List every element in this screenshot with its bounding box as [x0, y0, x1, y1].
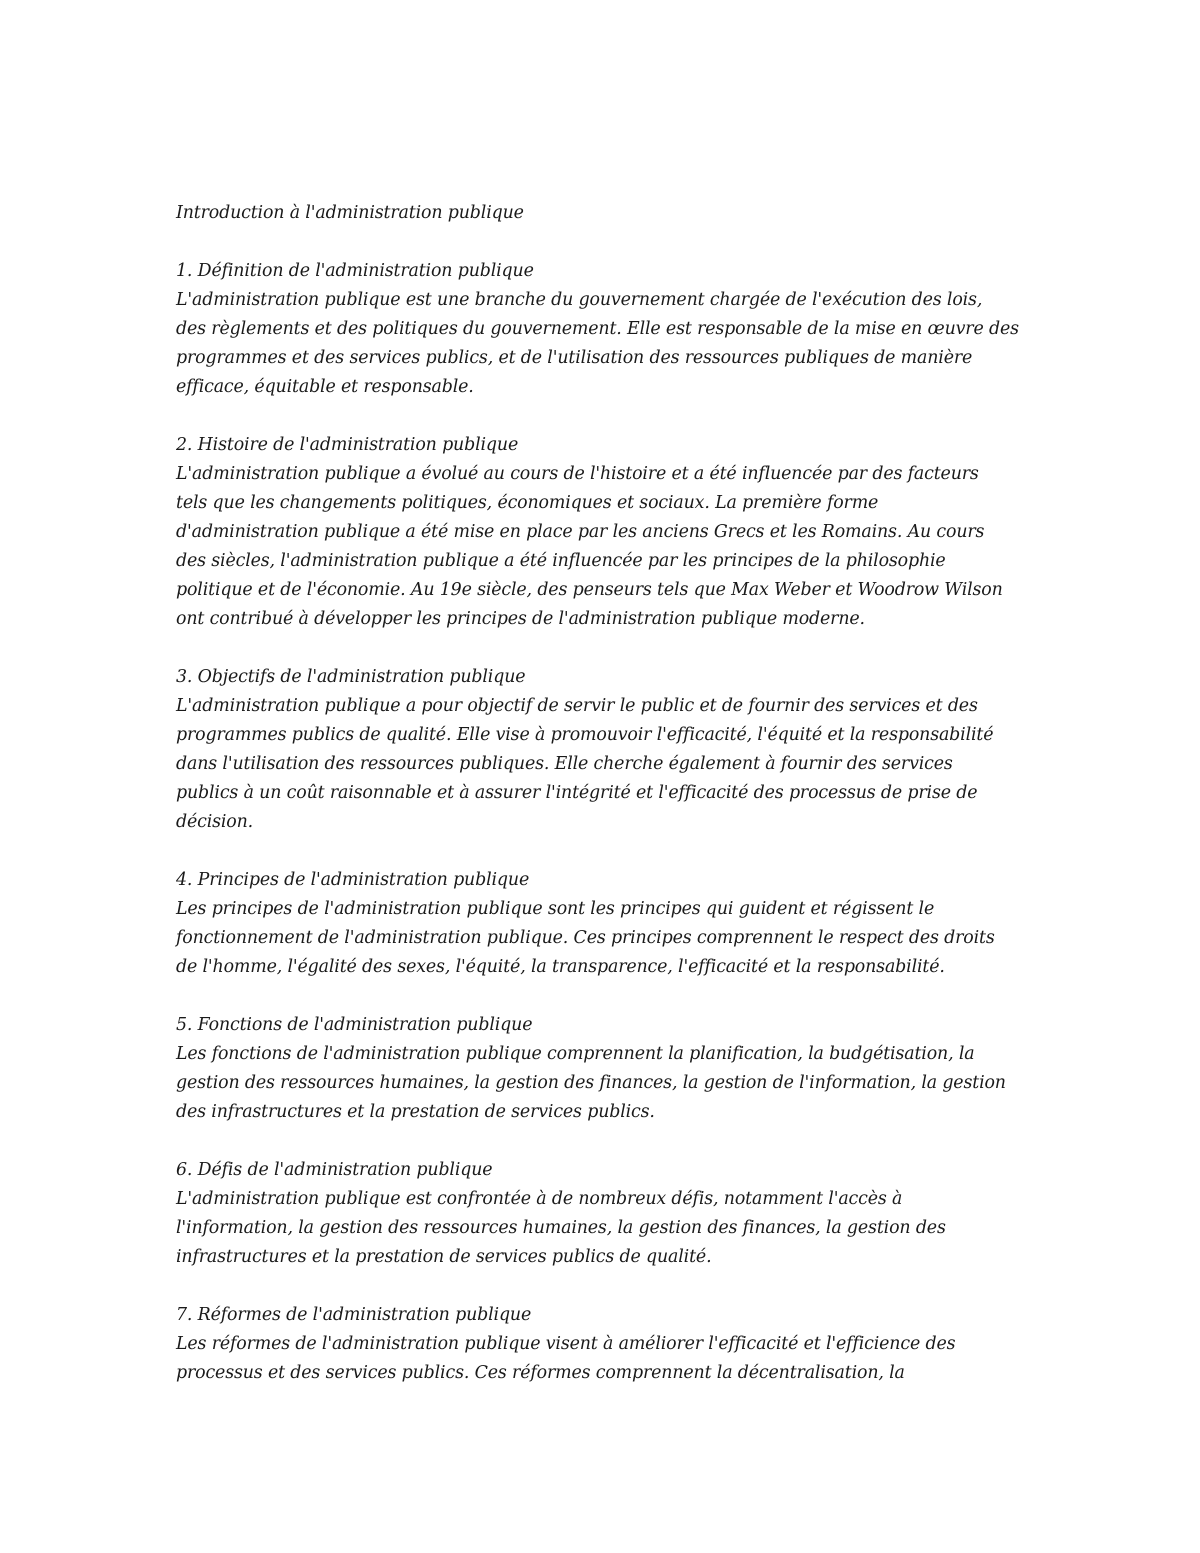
paragraph-line: l'information, la gestion des ressources humaines, la gestion des finances, la gestion des [176, 1218, 946, 1238]
paragraph-line: Les réformes de l'administration publique visent à améliorer l'efficacité et l'efficience des [176, 1334, 956, 1354]
section-heading: 7. Réformes de l'administration publique [176, 1305, 532, 1325]
section-heading: 1. Définition de l'administration publique [176, 261, 534, 281]
paragraph-line: Les principes de l'administration publique sont les principes qui guident et régissent le [176, 899, 935, 919]
paragraph-line: des infrastructures et la prestation de services publics. [176, 1102, 655, 1122]
section-paragraph [176, 460, 1036, 634]
section-1 [176, 257, 1036, 402]
section-heading: 4. Principes de l'administration publique [176, 870, 530, 890]
paragraph-line: tels que les changements politiques, économiques et sociaux. La première forme [176, 493, 879, 513]
section-2 [176, 431, 1036, 634]
paragraph-line: infrastructures et la prestation de services publics de qualité. [176, 1247, 712, 1267]
document-body [176, 199, 1036, 1388]
paragraph-line: dans l'utilisation des ressources publiques. Elle cherche également à fournir des services [176, 754, 953, 774]
paragraph-line: de l'homme, l'égalité des sexes, l'équité, la transparence, l'efficacité et la responsabilité. [176, 957, 945, 977]
section-6 [176, 1156, 1036, 1272]
section-paragraph [176, 286, 1036, 402]
section-paragraph [176, 1330, 1036, 1388]
paragraph-line: décision. [176, 812, 254, 832]
paragraph-line: politique et de l'économie. Au 19e siècle, des penseurs tels que Max Weber et Woodrow Wilson [176, 580, 1003, 600]
section-paragraph [176, 692, 1036, 837]
paragraph-line: fonctionnement de l'administration publique. Ces principes comprennent le respect des droits [176, 928, 995, 948]
paragraph-line: Les fonctions de l'administration publique comprennent la planification, la budgétisation, la [176, 1044, 975, 1064]
paragraph-line: ont contribué à développer les principes de l'administration publique moderne. [176, 609, 865, 629]
paragraph-line: programmes et des services publics, et de l'utilisation des ressources publiques de manière [176, 348, 973, 368]
section-heading: 3. Objectifs de l'administration publique [176, 667, 526, 687]
section-3 [176, 663, 1036, 837]
section-paragraph [176, 1040, 1036, 1127]
section-4 [176, 866, 1036, 982]
paragraph-line: programmes publics de qualité. Elle vise à promouvoir l'efficacité, l'équité et la responsabilité [176, 725, 994, 745]
paragraph-line: L'administration publique est confrontée à de nombreux défis, notamment l'accès à [176, 1189, 903, 1209]
paragraph-line: publics à un coût raisonnable et à assurer l'intégrité et l'efficacité des processus de prise de [176, 783, 978, 803]
paragraph-line: L'administration publique est une branche du gouvernement chargée de l'exécution des lois, [176, 290, 983, 310]
paragraph-line: L'administration publique a pour objectif de servir le public et de fournir des services et des [176, 696, 978, 716]
paragraph-line: gestion des ressources humaines, la gestion des finances, la gestion de l'information, la gestion [176, 1073, 1006, 1093]
section-heading: 6. Défis de l'administration publique [176, 1160, 493, 1180]
section-heading: 2. Histoire de l'administration publique [176, 435, 519, 455]
paragraph-line: L'administration publique a évolué au cours de l'histoire et a été influencée par des facteurs [176, 464, 979, 484]
paragraph-line: efficace, équitable et responsable. [176, 377, 474, 397]
paragraph-line: des siècles, l'administration publique a été influencée par les principes de la philosophie [176, 551, 946, 571]
paragraph-line: d'administration publique a été mise en place par les anciens Grecs et les Romains. Au cours [176, 522, 985, 542]
section-7 [176, 1301, 1036, 1388]
section-heading: 5. Fonctions de l'administration publique [176, 1015, 533, 1035]
section-5 [176, 1011, 1036, 1127]
paragraph-line: des règlements et des politiques du gouvernement. Elle est responsable de la mise en œuvre des [176, 319, 1019, 339]
document-title: Introduction à l'administration publique [176, 203, 524, 223]
sections-container [176, 257, 1036, 1388]
section-paragraph [176, 895, 1036, 982]
paragraph-line: processus et des services publics. Ces réformes comprennent la décentralisation, la [176, 1363, 905, 1383]
section-paragraph [176, 1185, 1036, 1272]
